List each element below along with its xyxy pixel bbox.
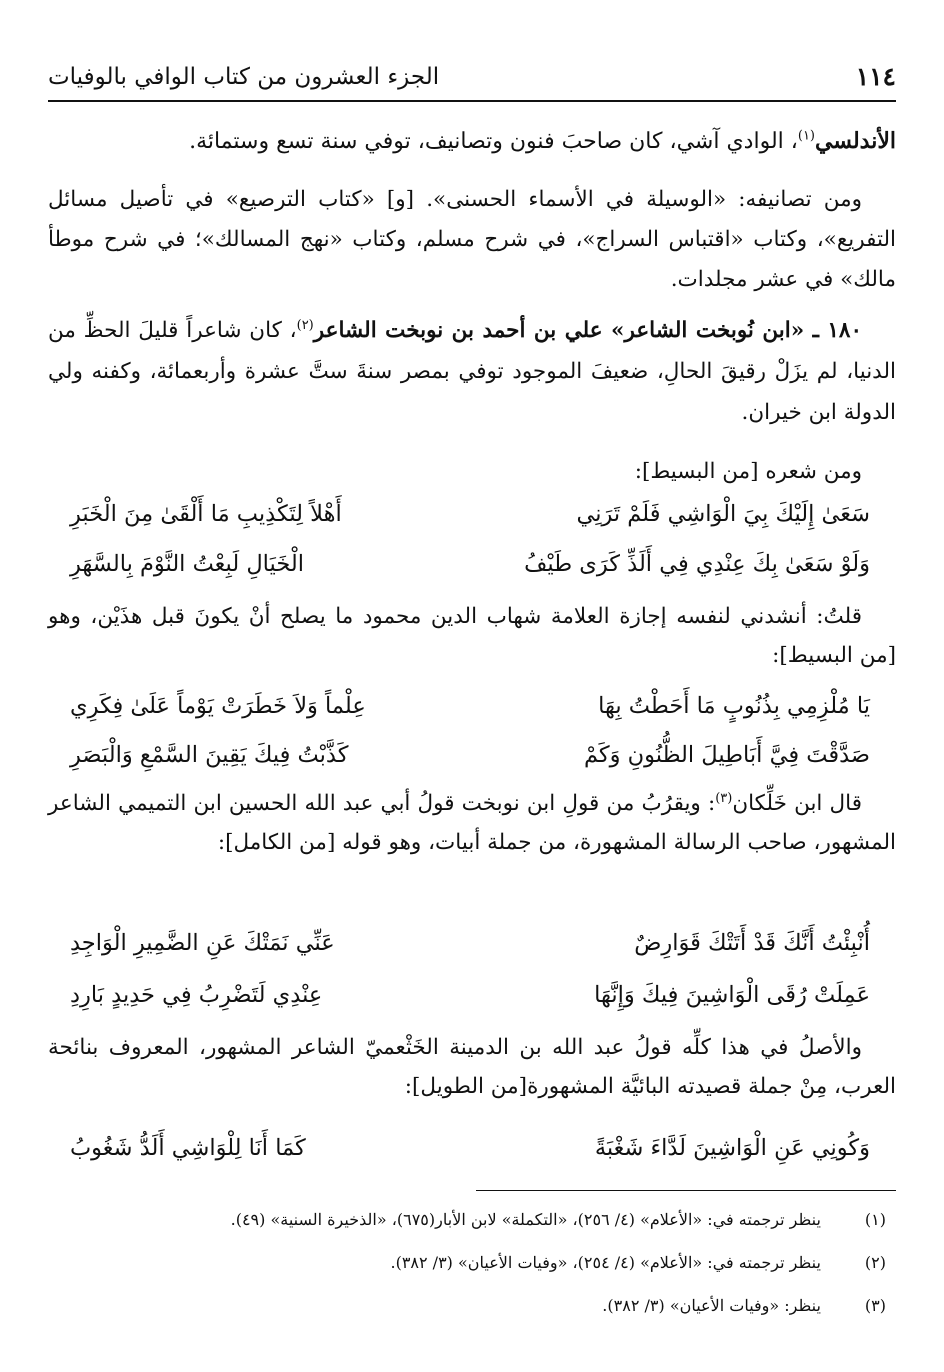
footnote-text: ينظر ترجمته في: «الأعلام» (٤/ ٢٥٦)، «التكملة» لابن الأبار(٦٧٥)، «الذخيرة السنية» (٤٩). <box>230 1210 821 1229</box>
verse-second-hemistich: الْخَيَالِ لَبِعْتُ النَّوْمَ بِالسَّهَرِ <box>70 551 304 577</box>
footnote-ref: (١) <box>797 128 815 144</box>
footnote-1 <box>106 1208 886 1232</box>
footnote-3 <box>106 1294 886 1318</box>
verse-line <box>70 977 870 1017</box>
footnote-number: (١) <box>864 1210 886 1229</box>
verse-line <box>70 1130 870 1170</box>
verse-line <box>70 737 870 777</box>
paragraph-works: ومن تصانيفه: «الوسيلة في الأسماء الحسنى». [و] «كتاب الترصيع» في تأصيل مسائل التفريع»، وكتاب «اقتباس السراج»، في شرح مسلم، وكتاب «نهج المسالك»؛ في شرح موطأ مالك» في عشر مجلدات. <box>48 187 896 292</box>
entry-heading: ١٨٠ ـ «ابن نُوبخت الشاعر» علي بن أحمد بن نوبخت الشاعر <box>313 318 862 343</box>
footnote-number: (٢) <box>864 1253 886 1272</box>
verse-second-hemistich: عِنْدِي لَتَضْرِبُ فِي حَدِيدٍ بَارِدِ <box>70 982 323 1008</box>
footnote-number: (٣) <box>864 1296 886 1315</box>
footnote-divider <box>476 1190 896 1191</box>
page-number: ١١٤ <box>855 62 896 91</box>
footnote-ref: (٢) <box>296 317 314 333</box>
footnote-ref: (٣) <box>715 790 733 806</box>
paragraph-text: : ويقرُبُ من قولِ ابن نوبخت قولُ أبي عبد الله الحسين ابن التميمي الشاعر المشهور، صاحب الرسالة المشهورة، من جملة أبيات، وهو قوله [من الكامل]: <box>48 791 896 855</box>
footnote-text: ينظر ترجمته في: «الأعلام» (٤/ ٢٥٤)، «وفيات الأعيان» (٣/ ٣٨٢). <box>390 1253 821 1272</box>
running-header <box>48 60 896 94</box>
verse-first-hemistich: وَلَوْ سَعَىٰ بِكَ عِنْدِي فِي أَلَذِّ كَرَى طَيْفُ <box>524 551 870 577</box>
bold-name: الأندلسي <box>815 128 896 154</box>
paragraph-lead: قال ابن خَلِّكان <box>732 791 862 816</box>
entry-180 <box>48 310 896 433</box>
paragraph-andalusi <box>48 122 896 161</box>
verse-second-hemistich: كَذَّبْتُ فِيكَ يَقِينَ السَّمْعِ وَالْبَصَرِ <box>70 742 349 768</box>
verse-line <box>70 925 870 965</box>
verse-second-hemistich: عَنِّي نَمَتْكَ عَنِ الضَّمِيرِ الْوَاجِدِ <box>70 930 335 956</box>
paragraph-qultu: قلتُ: أنشدني لنفسه إجازة العلامة شهاب الدين محمود ما يصلح أنْ يكونَ قبل هذَيْن، وهو [من البسيط]: <box>48 604 896 668</box>
paragraph-text: ، كان شاعراً قليلَ الحظِّ من الدنيا، لم يزَلْ رقيقَ الحالِ، ضعيفَ الموجود توفي بمصر سنةَ ستَّ عشرة وأربعمائة، وكفنه ولي الدولة ابن خيران. <box>48 318 896 425</box>
verse-first-hemistich: عَمِلَتْ رُقَى الْوَاشِينَ فِيكَ وَإِنَّهَا <box>594 982 870 1008</box>
verse-first-hemistich: يَا مُلْزِمِي بِذُنُوبٍ مَا أَحَطْتُ بِهَا <box>598 693 870 719</box>
paragraph-ibn-khallikan <box>48 784 896 862</box>
verse-first-hemistich: وَكُونِي عَنِ الْوَاشِينَ لَدَّاءَ شَغْبَةً <box>594 1135 870 1161</box>
poem-intro: ومن شعره [من البسيط]: <box>634 459 862 484</box>
footnote-2 <box>106 1251 886 1275</box>
verse-line <box>70 496 870 536</box>
verse-first-hemistich: صَدَّقْتَ فِيَّ أَبَاطِيلَ الظُّنُونِ وَكَمْ <box>583 742 870 768</box>
verse-second-hemistich: أَهْلاً لِتَكْذِيبِ مَا أَلْقَىٰ مِنَ الْخَبَرِ <box>70 501 342 527</box>
verse-first-hemistich: سَعَىٰ إِلَيْكَ بِيَ الْوَاشِي فَلَمْ تَرَنِي <box>576 501 870 527</box>
verse-first-hemistich: أُنْبِئْتُ أَنَّكَ قَدْ أَتَتْكَ قَوَارِضٌ <box>634 930 870 956</box>
verse-second-hemistich: عِلْماً وَلاَ خَطَرَتْ يَوْماً عَلَىٰ فِكَرِي <box>70 693 366 719</box>
paragraph-origin: والأصلُ في هذا كلِّه قولُ عبد الله بن الدمينة الخَثْعميّ الشاعر المشهور، المعروف بنائحة العرب، مِنْ جملة قصيدته البائيَّة المشهورة[من الطويل]: <box>48 1035 896 1099</box>
verse-second-hemistich: كَمَا أَنَا لِلْوَاشِي أَلَدُّ شَغُوبُ <box>70 1135 306 1161</box>
header-divider <box>48 100 896 102</box>
verse-line <box>70 688 870 728</box>
footnote-text: ينظر: «وفيات الأعيان» (٣/ ٣٨٢). <box>602 1296 821 1315</box>
paragraph-text: ، الوادي آشي، كان صاحبَ فنون وتصانيف، توفي سنة تسع وستمائة. <box>189 129 798 154</box>
book-title: الجزء العشرون من كتاب الوافي بالوفيات <box>48 64 440 90</box>
verse-line <box>70 546 870 586</box>
